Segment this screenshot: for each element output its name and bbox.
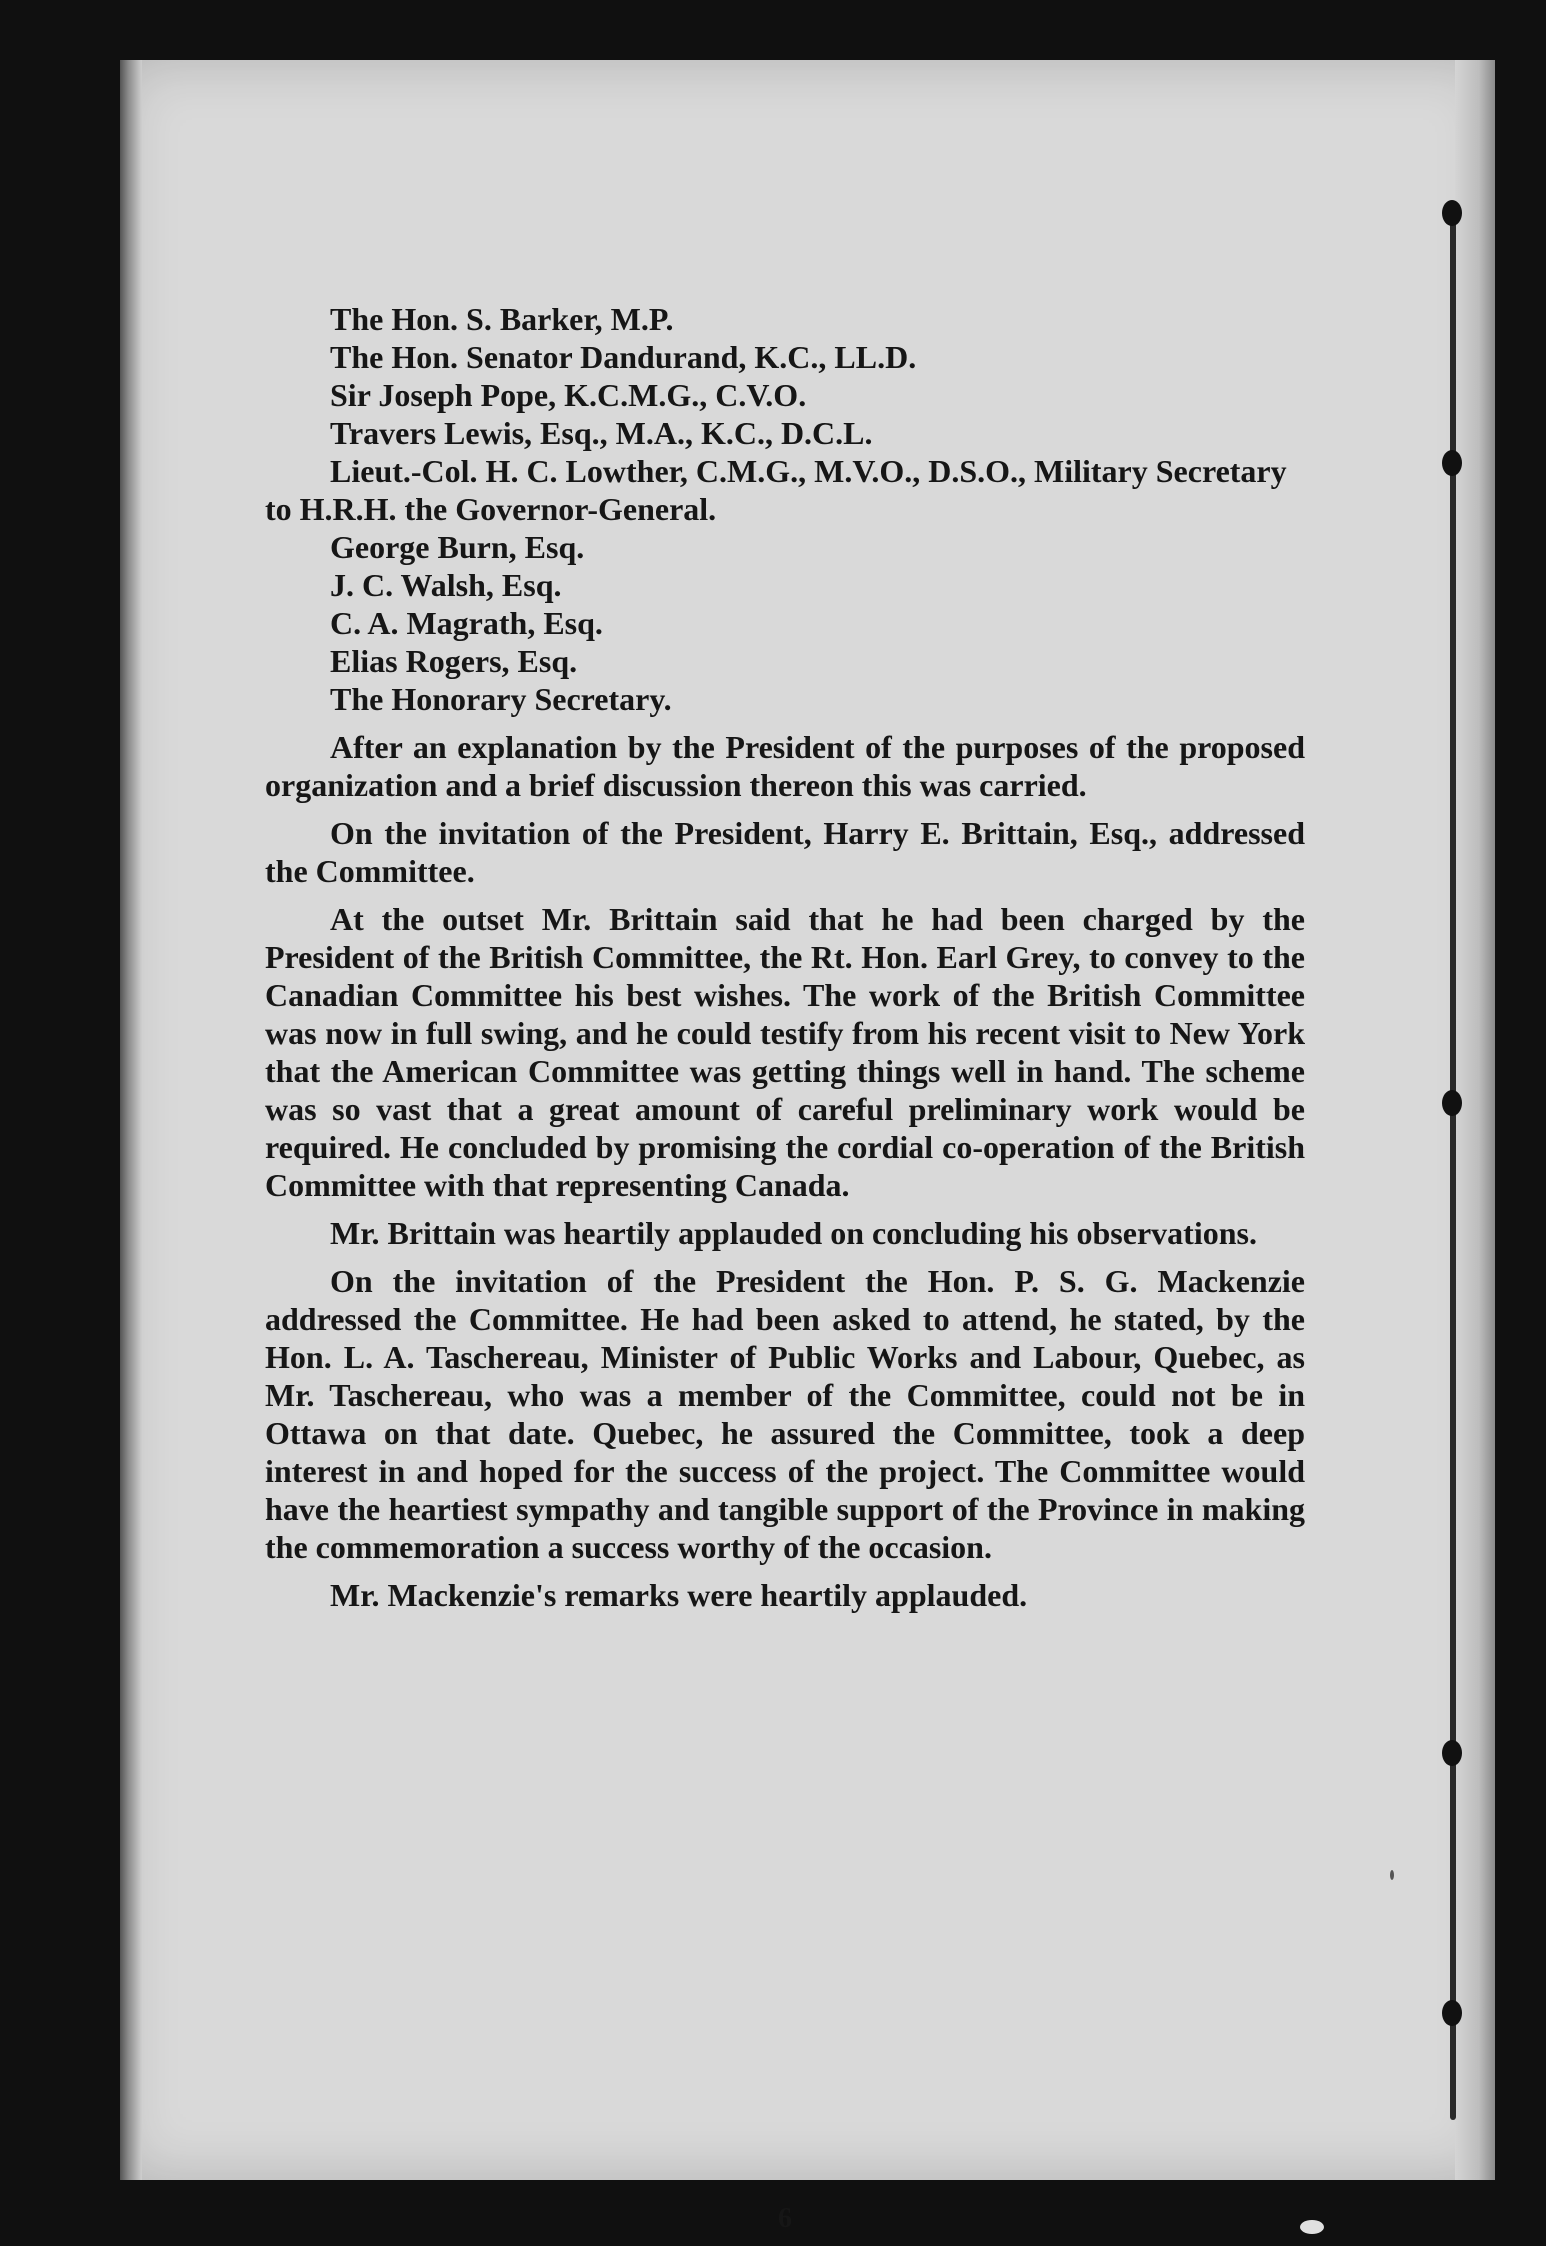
paragraph: Mr. Brittain was heartily applauded on concluding his observations.: [330, 1215, 1257, 1251]
attendee-line: The Honorary Secretary.: [330, 681, 672, 717]
page-number: 6: [778, 2203, 792, 2234]
page-text: [265, 300, 1305, 2234]
attendee-line: J. C. Walsh, Esq.: [330, 567, 562, 603]
attendee-line: The Hon. Senator Dandurand, K.C., LL.D.: [330, 339, 917, 375]
attendee-line: C. A. Magrath, Esq.: [330, 605, 603, 641]
binding-mark: [1442, 200, 1462, 226]
scan-speck: [1390, 1870, 1394, 1880]
attendee-line: Sir Joseph Pope, K.C.M.G., C.V.O.: [330, 377, 807, 413]
page-left-edge: [120, 60, 142, 2180]
attendee-line: The Hon. S. Barker, M.P.: [330, 301, 674, 337]
attendee-line: Elias Rogers, Esq.: [330, 643, 578, 679]
paragraph: Mr. Mackenzie's remarks were heartily applauded.: [330, 1577, 1028, 1613]
attendee-line: Travers Lewis, Esq., M.A., K.C., D.C.L.: [330, 415, 873, 451]
binding-mark: [1442, 1090, 1462, 1116]
binding-mark: [1442, 450, 1462, 476]
attendee-line: Lieut.-Col. H. C. Lowther, C.M.G., M.V.O., D.S.O., Military Secretary to H.R.H. the Governor-General.: [265, 453, 1287, 527]
attendee-line: George Burn, Esq.: [330, 529, 585, 565]
paragraph: After an explanation by the President of the purposes of the proposed organization and a brief discussion thereon this was carried.: [265, 729, 1305, 803]
scan-speck: [1300, 2220, 1324, 2234]
binding-line: [1450, 220, 1456, 2120]
binding-mark: [1442, 2000, 1462, 2026]
paragraph: At the outset Mr. Brittain said that he had been charged by the President of the British Committee, the Rt. Hon. Earl Grey, to convey to the Canadian Committee his best wishes. The work of the British Committee was now in full swing, and he could testify from his recent visit to New York that the American Committee was getting things well in hand. The scheme was so vast that a great amount of careful preliminary work would be required. He concluded by promising the cordial co-operation of the British Committee with that representing Canada.: [265, 901, 1305, 1203]
binding-mark: [1442, 1740, 1462, 1766]
paragraph: On the invitation of the President, Harry E. Brittain, Esq., addressed the Committee.: [265, 815, 1305, 889]
attendee-list: [265, 300, 1305, 718]
paragraph: On the invitation of the President the Hon. P. S. G. Mackenzie addressed the Committee. He had been asked to attend, he stated, by the Hon. L. A. Taschereau, Minister of Public Works and Labour, Quebec, as Mr. Taschereau, who was a member of the Committee, could not be in Ottawa on that date. Quebec, he assured the Committee, took a deep interest in and hoped for the success of the project. The Committee would have the heartiest sympathy and tangible support of the Province in making the commemoration a success worthy of the occasion.: [265, 1263, 1305, 1565]
page-right-edge: [1455, 60, 1495, 2180]
